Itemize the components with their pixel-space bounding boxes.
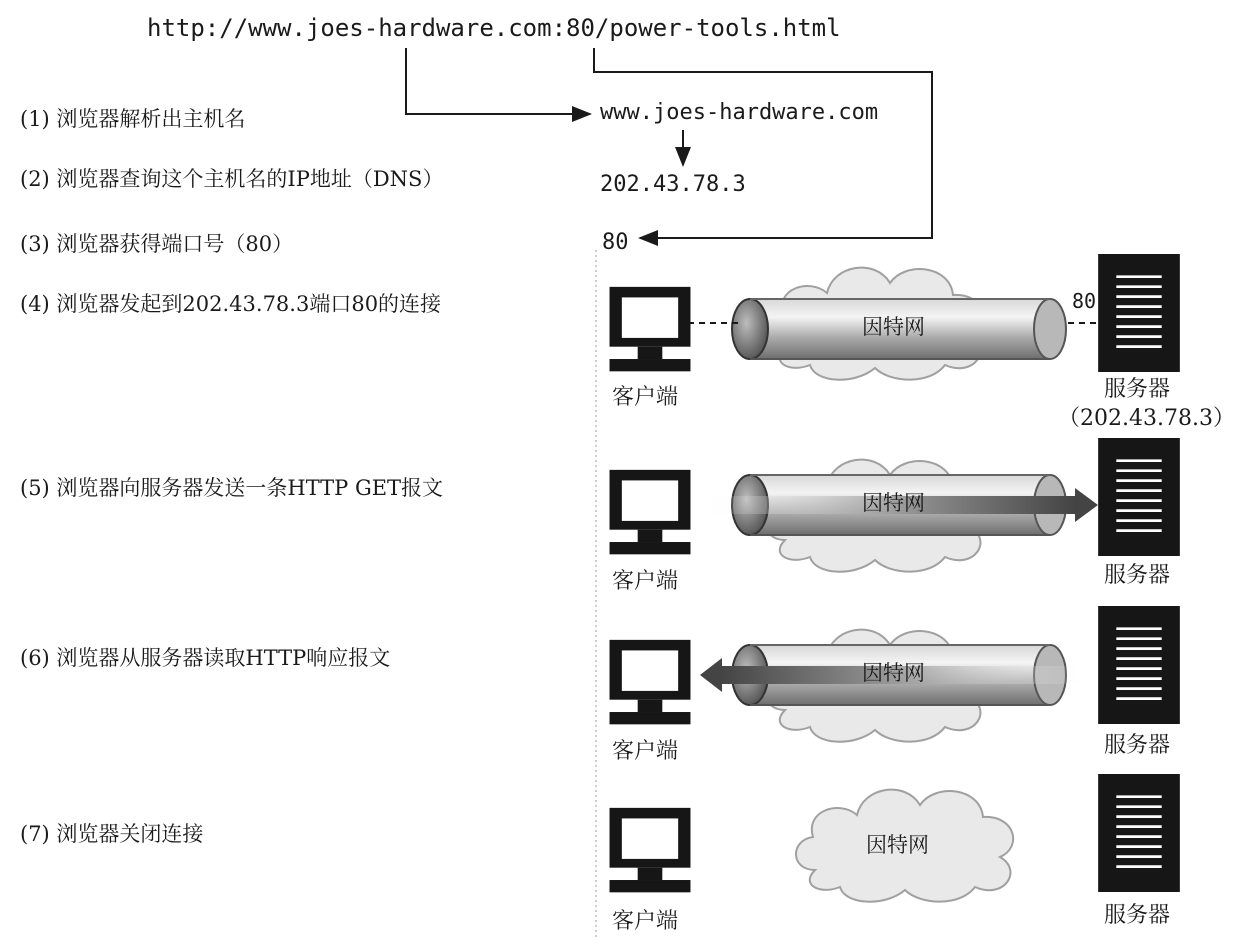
step-7-text: (7) 浏览器关闭连接 <box>20 822 204 846</box>
step-5-text: (5) 浏览器向服务器发送一条HTTP GET报文 <box>20 476 444 500</box>
client-computer-icon <box>610 808 691 892</box>
client-computer-icon <box>610 470 691 554</box>
server-label: 服务器 <box>1104 733 1171 758</box>
server-ip-label: （202.43.78.3） <box>1058 406 1235 431</box>
client-label: 客户端 <box>612 909 679 934</box>
scene-request <box>610 438 1180 594</box>
client-label: 客户端 <box>612 569 679 594</box>
network-label: 因特网 <box>862 491 925 515</box>
server-icon <box>1098 774 1180 892</box>
server-label: 服务器 <box>1104 563 1171 588</box>
client-computer-icon <box>610 640 691 724</box>
client-label: 客户端 <box>612 739 679 764</box>
network-label: 因特网 <box>862 315 925 339</box>
network-label: 因特网 <box>862 661 925 685</box>
url-text: http://www.joes-hardware.com:80/power-tools.html <box>147 14 841 42</box>
resolved-hostname: www.joes-hardware.com <box>600 100 879 125</box>
resolved-ip: 202.43.78.3 <box>600 172 746 197</box>
client-computer-icon <box>610 287 691 371</box>
hostname-extract-arrow <box>406 48 590 114</box>
step-1-text: (1) 浏览器解析出主机名 <box>20 107 246 131</box>
network-label: 因特网 <box>866 833 929 857</box>
port-extract-arrow <box>594 48 932 238</box>
server-icon <box>1098 254 1180 372</box>
scene-connect <box>610 254 1235 431</box>
step-6-text: (6) 浏览器从服务器读取HTTP响应报文 <box>20 646 391 670</box>
scene-closed <box>610 774 1180 934</box>
server-label: 服务器 <box>1104 903 1171 928</box>
resolved-port: 80 <box>602 230 629 255</box>
server-icon <box>1098 606 1180 724</box>
server-label: 服务器 <box>1104 377 1171 402</box>
scene-response <box>610 606 1180 764</box>
server-icon <box>1098 438 1180 556</box>
step-3-text: (3) 浏览器获得端口号（80） <box>20 232 294 256</box>
client-label: 客户端 <box>612 385 679 410</box>
step-2-text: (2) 浏览器查询这个主机名的IP地址（DNS） <box>20 167 444 191</box>
step-4-text: (4) 浏览器发起到202.43.78.3端口80的连接 <box>20 292 442 316</box>
server-port-label: 80 <box>1072 289 1097 313</box>
